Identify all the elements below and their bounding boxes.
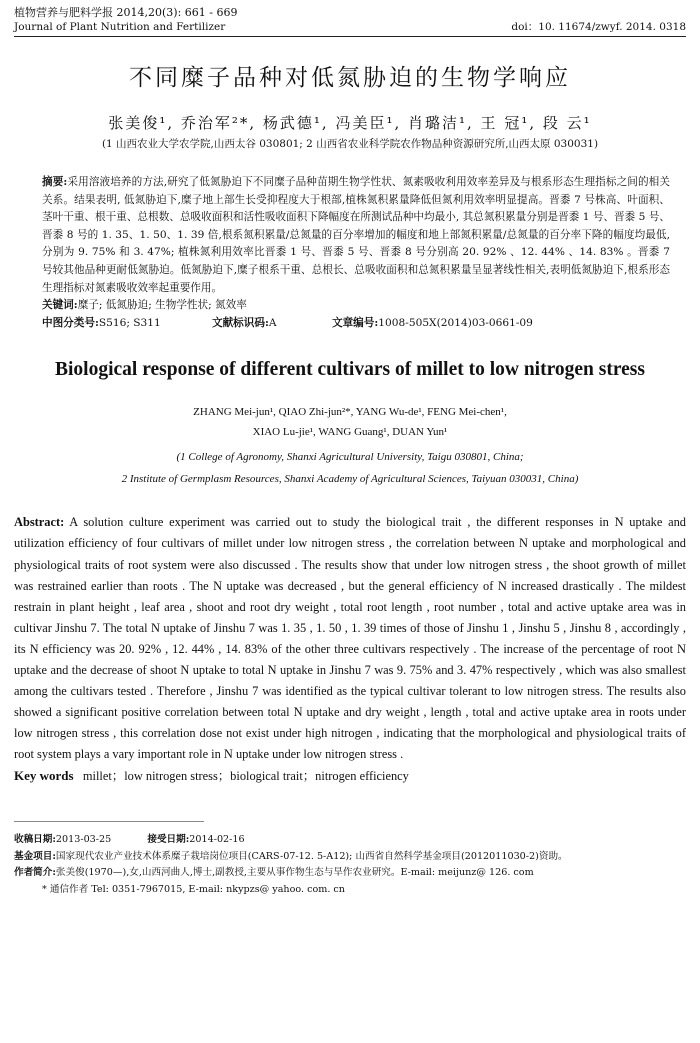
classification-row bbox=[14, 315, 686, 333]
accepted-date: 2014-02-16 bbox=[189, 834, 245, 846]
article-no-label: 文章编号: bbox=[332, 316, 379, 329]
abstract-en-text: A solution culture experiment was carried out to study the biological trait , the different responses in N uptake and utilization efficiency of four cultivars of millet under low nitrogen stress , the correlation between N uptake and morphological and physiological traits of root system were also discussed . The results show that under low nitrogen stress , the shoot growth of millet was restrained earlier than roots . The N uptake was decreased , but the general efficiency of N increased drastically . The mildest restrain in plant height , leaf area , shoot and root dry weight , total root length , root number , total and active uptake area was in cultivar Jinshu 7. The total N uptake of Jinshu 7 was 1. 35 , 1. 50 , 1. 39 times of those of Jinshu 1 , Jinshu 5 , Jinshu 8 , accordingly , its N efficiency was 20. 92% , 12. 44% , 14. 83% of the other three cultivars respectively . The increase of the percentage of root N uptake and the decrease of shoot N uptake to total N uptake in Jinshu 7 was 9. 75% and 3. 47% respectively , which was also smallest among the cultivars tested . Therefore , Jinshu 7 was identified as the typical cultivar tolerant to low nitrogen stress. The results also showed a significant positive correlation between total N uptake and dry weight , length , total and active uptake area in roots under low nitrogen stress , this correlation dose not exist under high nitrogen , indicating that the morphological and physiological traits of root system plays a vary important role in N uptake under low nitrogen stress . bbox=[14, 515, 686, 762]
abstract-en bbox=[14, 512, 686, 765]
keywords-en bbox=[14, 765, 686, 787]
running-header-en bbox=[14, 20, 686, 34]
article-no-value: 1008-505X(2014)03-0661-09 bbox=[378, 316, 533, 329]
fund-line bbox=[14, 849, 686, 866]
doi: doi：10. 11674/zwyf. 2014. 0318 bbox=[511, 21, 686, 33]
doc-code-label: 文献标识码: bbox=[212, 316, 269, 329]
keywords-cn bbox=[14, 297, 686, 315]
clc-label: 中图分类号: bbox=[42, 316, 99, 329]
affiliation-en-2: 2 Institute of Germplasm Resources, Shanxi Academy of Agricultural Sciences, Taiyuan 030031, China) bbox=[121, 473, 579, 486]
dates-line bbox=[14, 832, 686, 849]
title-en: Biological response of different cultivars of millet to low nitrogen stress bbox=[55, 359, 645, 381]
keywords-en-label: Key words bbox=[14, 768, 74, 784]
authors-en bbox=[14, 402, 686, 442]
author-bio-text: 张美俊(1970—),女,山西河曲人,博士,副教授,主要从事作物生态与旱作农业研究。E-mail: meijunz@ 126. com bbox=[55, 867, 534, 879]
footnotes bbox=[14, 832, 686, 898]
paper-page bbox=[14, 6, 686, 898]
fund-label: 基金项目: bbox=[14, 850, 56, 862]
abstract-cn-text: 采用溶液培养的方法,研究了低氮胁迫下不同糜子品种苗期生物学性状、氮素吸收利用效率差异及与根系形态生理指标之间的相关关系。结果表明, 低氮胁迫下,糜子地上部生长受抑程度大于根部,植株氮积累量降低但氮利用效率明显提高。晋黍 7 号株高、叶面积、茎叶干重、根干重、总根数、总吸收面积和活性吸收面积下降幅度在所测试品种中均最小, 其总氮积累量分别是晋黍 1 号、晋黍 5 号、晋黍 8 号的 1. 35、1. 50、1. 39 倍,根系氮积累量/总氮量的百分率增加的幅度和地上部氮积累量/总氮量的百分率下降的幅度均最低, 分别为 9. 75% 和 3. 47%; 植株氮利用效率比晋黍 1 号、晋黍 5 号、晋黍 8 号分别高 20. 92% 、12. 44% 、14. 83% 。晋黍 7 号较其他品种更耐低氮胁迫。低氮胁迫下,糜子根系干重、总根长、总吸收面积和总氮积累量呈显著线性相关,表明低氮胁迫下,根系形态生理指标对氮素吸收效率起重要作用。 bbox=[42, 176, 670, 294]
keywords-en-text: millet；low nitrogen stress；biological trait；nitrogen efficiency bbox=[82, 769, 409, 784]
title-cn: 不同糜子品种对低氮胁迫的生物学响应 bbox=[129, 65, 571, 91]
affiliation-cn: (1 山西农业大学农学院,山西太谷 030801; 2 山西省农业科学院农作物品种资源研究所,山西太原 030031) bbox=[101, 138, 599, 150]
authors-en-line1: ZHANG Mei-jun¹, QIAO Zhi-jun²*, YANG Wu-de¹, FENG Mei-chen¹, bbox=[193, 406, 507, 419]
footnote-divider bbox=[14, 821, 204, 822]
affiliation-en bbox=[14, 446, 686, 490]
affiliation-en-1: (1 College of Agronomy, Shanxi Agricultural University, Taigu 030801, China; bbox=[176, 451, 524, 464]
keywords-cn-text: 糜子; 低氮胁迫; 生物学性状; 氮效率 bbox=[77, 299, 247, 312]
abstract-cn bbox=[14, 174, 686, 297]
authors-cn: 张美俊¹, 乔治军²*, 杨武德¹, 冯美臣¹, 肖璐洁¹, 王 冠¹, 段 云¹ bbox=[108, 114, 592, 132]
abstract-cn-label: 摘要: bbox=[42, 176, 68, 188]
clc-value: S516; S311 bbox=[98, 316, 161, 329]
doc-code-value: A bbox=[268, 316, 277, 329]
running-header bbox=[14, 6, 686, 20]
fund-text: 国家现代农业产业技术体系糜子栽培岗位项目(CARS-07-12. 5-A12); 山西省自然科学基金项目(2012011030-2)资助。 bbox=[55, 850, 568, 862]
abstract-en-label: Abstract: bbox=[14, 515, 65, 530]
journal-name-en: Journal of Plant Nutrition and Fertilizer bbox=[14, 21, 226, 33]
header-divider bbox=[14, 36, 686, 37]
keywords-cn-label: 关键词: bbox=[42, 299, 78, 312]
received-label: 收稿日期: bbox=[14, 834, 56, 846]
accepted-label: 接受日期: bbox=[147, 834, 190, 846]
corresponding-author: * 通信作者 Tel: 0351-7967015, E-mail: nkypzs@ yahoo. com. cn bbox=[42, 883, 345, 895]
author-bio-line bbox=[14, 865, 686, 882]
journal-citation-cn: 植物营养与肥料学报 2014,20(3): 661 - 669 bbox=[14, 6, 238, 19]
received-date: 2013-03-25 bbox=[55, 834, 112, 846]
author-bio-label: 作者简介: bbox=[14, 867, 56, 879]
authors-en-line2: XIAO Lu-jie¹, WANG Guang¹, DUAN Yun¹ bbox=[252, 426, 448, 439]
